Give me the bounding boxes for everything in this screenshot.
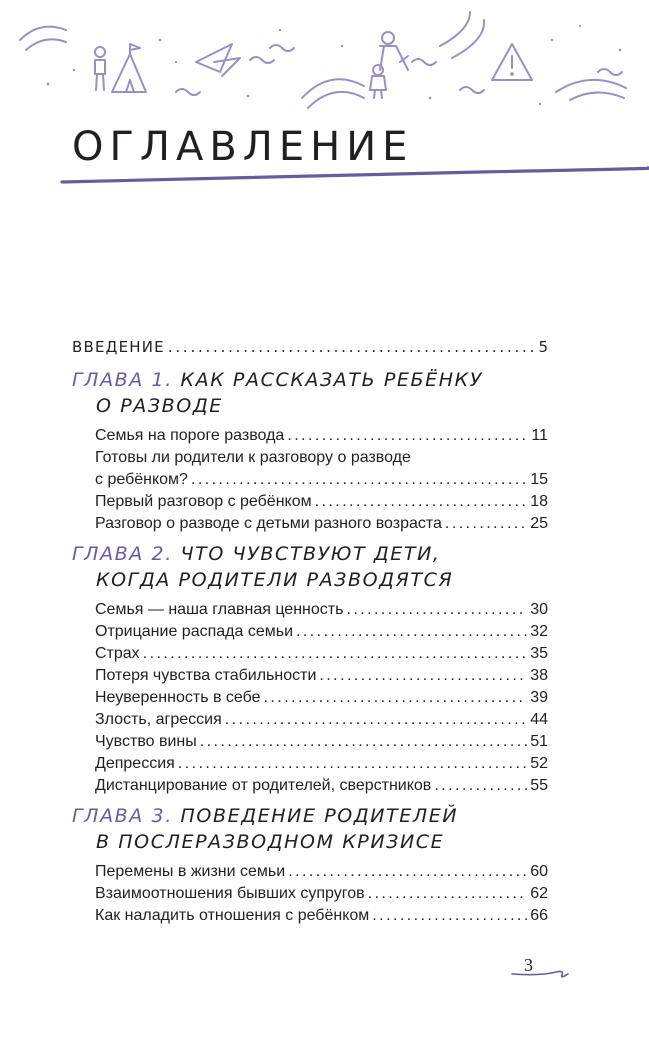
toc-item-page: 38 (530, 667, 548, 684)
dot-leader (264, 687, 528, 709)
toc-item[interactable] (95, 469, 548, 491)
chapter-number: ГЛАВА 3. (72, 805, 173, 827)
paper-bird-icon (196, 44, 240, 76)
arc-icon (556, 80, 626, 100)
toc-item-label-line1[interactable]: Готовы ли родители к разговору о разводе (95, 449, 411, 466)
dot-leader (178, 753, 527, 775)
toc-item[interactable] (95, 665, 548, 687)
arc-icon (20, 27, 66, 50)
chapter-title: КАК РАССКАЗАТЬ РЕБЁНКУ (180, 369, 483, 391)
chapter-number: ГЛАВА 1. (72, 369, 173, 391)
dot-leader (372, 905, 527, 927)
toc-item-label: Злость, агрессия (95, 711, 222, 728)
toc-item[interactable] (95, 775, 548, 797)
chapter-title: ПОВЕДЕНИЕ РОДИТЕЛЕЙ (180, 805, 459, 827)
toc-item-label: Страх (95, 645, 140, 662)
toc-item[interactable] (95, 425, 548, 447)
toc-intro[interactable] (72, 336, 548, 358)
page-title: ОГЛАВЛЕНИЕ (72, 124, 414, 170)
toc-item[interactable] (95, 709, 548, 731)
toc-item-label: Отрицание распада семьи (95, 623, 293, 640)
chapter-title-cont: КОГДА РОДИТЕЛИ РАЗВОДЯТСЯ (96, 569, 454, 591)
dot-leader (288, 861, 527, 883)
page-number: 3 (524, 955, 533, 975)
arc-icon (302, 79, 364, 108)
toc-item-page: 35 (530, 645, 548, 662)
table-of-contents (72, 336, 548, 931)
toc-item-label: Первый разговор с ребёнком (95, 493, 312, 510)
dot-leader (296, 621, 527, 643)
header-doodles (0, 0, 649, 120)
toc-item-page: 25 (530, 515, 548, 532)
dot-leader (200, 731, 527, 753)
toc-item-page: 66 (530, 907, 548, 924)
toc-item-page: 51 (530, 733, 548, 750)
chapter-title-cont: О РАЗВОДЕ (96, 395, 223, 417)
dot-leader (225, 709, 527, 731)
toc-item[interactable] (95, 599, 548, 621)
toc-item-page: 18 (530, 493, 548, 510)
dot-leader (368, 883, 528, 905)
toc-item-label: Взаимоотношения бывших супругов (95, 885, 365, 902)
toc-item-page: 62 (530, 885, 548, 902)
toc-item-page: 52 (530, 755, 548, 772)
toc-item[interactable] (95, 621, 548, 643)
dot-leader (315, 491, 528, 513)
chapter-items (72, 599, 548, 797)
dot-leader (319, 665, 527, 687)
toc-item[interactable] (95, 513, 548, 535)
toc-item[interactable] (95, 731, 548, 753)
chapter-title-cont: В ПОСЛЕРАЗВОДНОМ КРИЗИСЕ (96, 831, 445, 853)
toc-item-page: 15 (530, 471, 548, 488)
toc-item-label: Неуверенность в себе (95, 689, 261, 706)
dot-leader (191, 469, 527, 491)
toc-item[interactable] (95, 905, 548, 927)
toc-item[interactable] (95, 491, 548, 513)
chapter-items (72, 861, 548, 927)
dot-leader (346, 599, 527, 621)
toc-item-page: 11 (531, 427, 548, 444)
toc-item-page: 32 (530, 623, 548, 640)
toc-item[interactable] (95, 861, 548, 883)
dot-leader (168, 336, 536, 358)
toc-item-page: 44 (530, 711, 548, 728)
arc-icon (440, 12, 484, 58)
chapter-number: ГЛАВА 2. (72, 543, 173, 565)
chapter-heading[interactable] (72, 541, 548, 593)
child-with-tent-icon (95, 44, 146, 92)
toc-item[interactable] (95, 883, 548, 905)
toc-item-label: Дистанцирование от родителей, сверстников (95, 777, 432, 794)
toc-item-page: 55 (530, 777, 548, 794)
toc-item-label: Чувство вины (95, 733, 197, 750)
dot-leader (445, 513, 527, 535)
toc-item[interactable] (95, 643, 548, 665)
toc-item-page: 60 (530, 863, 548, 880)
toc-item[interactable] (95, 687, 548, 709)
toc-intro-label: ВВЕДЕНИЕ (72, 338, 165, 356)
toc-item-label: Потеря чувства стабильности (95, 667, 317, 684)
chapter-heading[interactable] (72, 803, 548, 855)
toc-item-label: Депрессия (95, 755, 175, 772)
toc-item-page: 30 (530, 601, 548, 618)
chapter-items (72, 425, 548, 535)
page-number-swash (510, 966, 574, 982)
toc-item-label: Перемены в жизни семьи (95, 863, 286, 880)
dot-leader (143, 643, 528, 665)
toc-item-label: Семья на пороге развода (95, 427, 285, 444)
warning-icon (492, 44, 532, 80)
toc-item[interactable] (95, 753, 548, 775)
chapter-heading[interactable] (72, 367, 548, 419)
chapter-title: ЧТО ЧУВСТВУЮТ ДЕТИ, (180, 543, 441, 565)
parent-and-child-icon (370, 32, 408, 98)
dot-leader (287, 425, 528, 447)
toc-item-label: Разговор о разводе с детьми разного возраста (95, 515, 442, 532)
title-underline (60, 164, 649, 190)
toc-item-label: Семья — наша главная ценность (95, 601, 344, 618)
toc-intro-page: 5 (538, 338, 548, 356)
dot-leader (434, 775, 527, 797)
toc-item-label: с ребёнком? (95, 471, 188, 488)
toc-item-page: 39 (530, 689, 548, 706)
toc-item-label: Как наладить отношения с ребёнком (95, 907, 370, 924)
